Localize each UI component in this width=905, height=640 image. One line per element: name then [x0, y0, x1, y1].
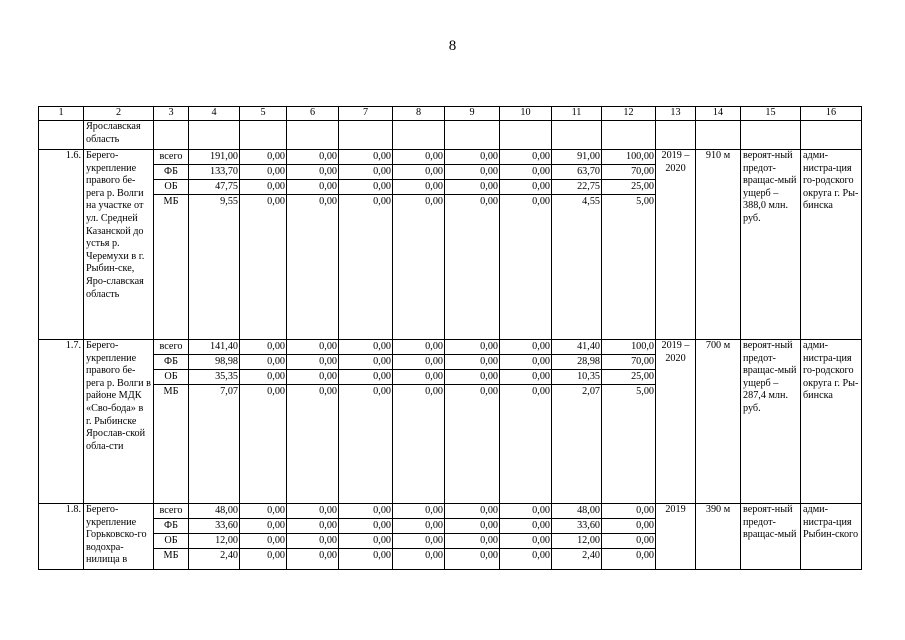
- amount-cell-12-value: 5,00: [636, 196, 654, 207]
- amount-cell-5-value: 0,00: [267, 386, 285, 397]
- amount-cell-9: [445, 340, 500, 504]
- amount-cell-11-value: 22,75: [552, 180, 601, 195]
- amount-cell-8-value: 0,00: [393, 504, 444, 519]
- amount-cell-6-value: 0,00: [319, 386, 337, 397]
- amount-cell-11-value: 4,55: [582, 196, 600, 207]
- amount-cell-5-value: 0,00: [240, 534, 286, 549]
- amount-cell-7-value: 0,00: [373, 386, 391, 397]
- amount-cell-10-value: 0,00: [532, 196, 550, 207]
- amount-cell-7-value: 0,00: [339, 165, 392, 180]
- funding-source-cell-value: ФБ: [154, 165, 188, 180]
- amount-cell-9-value: 0,00: [480, 550, 498, 561]
- header-cell: 16: [801, 107, 862, 121]
- amount-cell-12-value: 70,00: [602, 355, 655, 370]
- amount-cell-8: [393, 504, 445, 570]
- measure-row: [39, 150, 862, 340]
- amount-cell-8-value: 0,00: [393, 165, 444, 180]
- amount-cell-9-value: 0,00: [445, 504, 499, 519]
- header-cell: 9: [445, 107, 500, 121]
- funding-source-cell-value: ОБ: [154, 370, 188, 385]
- amount-cell-7-value: 0,00: [339, 370, 392, 385]
- amount-cell-5-value: 0,00: [240, 370, 286, 385]
- amount-cell-6-value: 0,00: [287, 504, 338, 519]
- amount-cell-5-value: 0,00: [240, 519, 286, 534]
- length-cell: 700 м: [696, 340, 741, 504]
- period-cell: 2019 – 2020: [656, 150, 696, 340]
- amount-cell-7: [339, 340, 393, 504]
- amount-cell-5: [240, 150, 287, 340]
- amount-cell-12-value: 0,00: [602, 504, 655, 519]
- amount-cell-11-value: 10,35: [552, 370, 601, 385]
- amount-cell-5-value: 0,00: [240, 504, 286, 519]
- funding-source-cell: [154, 504, 189, 570]
- amount-cell-5-value: 0,00: [240, 165, 286, 180]
- funding-source-cell-value: МБ: [163, 550, 179, 561]
- amount-cell-5-value: 0,00: [240, 180, 286, 195]
- amount-cell-8-value: 0,00: [425, 550, 443, 561]
- header-cell: 7: [339, 107, 393, 121]
- amount-cell-11-value: 28,98: [552, 355, 601, 370]
- amount-cell-7-value: 0,00: [339, 504, 392, 519]
- amount-cell-8-value: 0,00: [393, 355, 444, 370]
- funding-source-cell-value: МБ: [163, 386, 179, 397]
- amount-cell-11: [552, 150, 602, 340]
- amount-cell-11-value: 41,40: [552, 340, 601, 355]
- amount-cell-12: [602, 504, 656, 570]
- header-cell: 8: [393, 107, 445, 121]
- funding-source-cell-value: ОБ: [154, 534, 188, 549]
- measure-row: [39, 340, 862, 504]
- funding-source-cell-value: ФБ: [154, 519, 188, 534]
- amount-cell-10-value: 0,00: [500, 504, 551, 519]
- header-cell: 12: [602, 107, 656, 121]
- amount-cell-9-value: 0,00: [445, 534, 499, 549]
- amount-cell-4: [189, 340, 240, 504]
- amount-cell-4: [189, 150, 240, 340]
- header-cell: 6: [287, 107, 339, 121]
- funding-source-cell: [154, 340, 189, 504]
- amount-cell-10-value: 0,00: [532, 550, 550, 561]
- amount-cell-6-value: 0,00: [287, 165, 338, 180]
- amount-cell-10-value: 0,00: [500, 180, 551, 195]
- amount-cell-8-value: 0,00: [393, 340, 444, 355]
- amount-cell-12-value: 0,00: [602, 534, 655, 549]
- amount-cell-6-value: 0,00: [287, 534, 338, 549]
- amount-cell-6: [287, 340, 339, 504]
- amount-cell-4: [189, 504, 240, 570]
- funding-source-cell: [154, 150, 189, 340]
- amount-cell-10-value: 0,00: [500, 355, 551, 370]
- amount-cell-12-value: 100,0: [602, 340, 655, 355]
- header-cell: 13: [656, 107, 696, 121]
- amount-cell-4-value: 35,35: [189, 370, 239, 385]
- amount-cell-6-value: 0,00: [287, 519, 338, 534]
- amount-cell-9-value: 0,00: [445, 340, 499, 355]
- amount-cell-8-value: 0,00: [393, 370, 444, 385]
- executor-cell: адми-нистра-ция Рыбин-ского: [801, 504, 862, 570]
- measure-name-cell: Берего-укрепление правого бе-рега р. Волги на участке от ул. Средней Казанской до устья р. Черемухи в г. Рыбин-ске, Яро-славская область: [84, 150, 154, 340]
- measure-name-cell: Берего-укрепление Горьковско-го водохра-нилища в: [84, 504, 154, 570]
- amount-cell-5: [240, 340, 287, 504]
- amount-cell-4-value: 33,60: [189, 519, 239, 534]
- header-cell: 4: [189, 107, 240, 121]
- amount-cell-5-value: 0,00: [240, 355, 286, 370]
- amount-cell-5-value: 0,00: [240, 150, 286, 165]
- amount-cell-9-value: 0,00: [445, 519, 499, 534]
- header-cell: 2: [84, 107, 154, 121]
- damage-cell: вероят-ный предот-вращас-мый: [741, 504, 801, 570]
- amount-cell-9: [445, 150, 500, 340]
- amount-cell-5-value: 0,00: [267, 550, 285, 561]
- amount-cell-11: [552, 504, 602, 570]
- amount-cell-4-value: 48,00: [189, 504, 239, 519]
- amount-cell-4-value: 7,07: [220, 386, 238, 397]
- measure-row: [39, 504, 862, 570]
- amount-cell-7-value: 0,00: [339, 534, 392, 549]
- funding-source-cell-value: всего: [154, 504, 188, 519]
- amount-cell-6-value: 0,00: [287, 340, 338, 355]
- funding-source-cell-value: МБ: [163, 196, 179, 207]
- amount-cell-11-value: 2,40: [582, 550, 600, 561]
- amount-cell-11-value: 63,70: [552, 165, 601, 180]
- amount-cell-8-value: 0,00: [425, 196, 443, 207]
- header-row: [39, 107, 862, 121]
- header-cell: 3: [154, 107, 189, 121]
- header-cell: 14: [696, 107, 741, 121]
- funding-source-cell-value: всего: [154, 340, 188, 355]
- amount-cell-4-value: 141,40: [189, 340, 239, 355]
- amount-cell-4-value: 2,40: [220, 550, 238, 561]
- amount-cell-6-value: 0,00: [319, 550, 337, 561]
- amount-cell-10-value: 0,00: [500, 370, 551, 385]
- length-cell: 390 м: [696, 504, 741, 570]
- amount-cell-12-value: 25,00: [602, 180, 655, 195]
- amount-cell-10-value: 0,00: [500, 340, 551, 355]
- amount-cell-11: [552, 340, 602, 504]
- amount-cell-8-value: 0,00: [393, 180, 444, 195]
- amount-cell-11-value: 2,07: [582, 386, 600, 397]
- row-number-cell: 1.8.: [39, 504, 84, 570]
- amount-cell-4-value: 133,70: [189, 165, 239, 180]
- amount-cell-5: [240, 504, 287, 570]
- amount-cell-11-value: 48,00: [552, 504, 601, 519]
- amount-cell-7-value: 0,00: [339, 150, 392, 165]
- amount-cell-7-value: 0,00: [339, 355, 392, 370]
- amount-cell-12: [602, 340, 656, 504]
- amount-cell-9-value: 0,00: [445, 370, 499, 385]
- amount-cell-10-value: 0,00: [500, 519, 551, 534]
- amount-cell-9: [445, 504, 500, 570]
- amount-cell-11-value: 12,00: [552, 534, 601, 549]
- amount-cell-9-value: 0,00: [445, 180, 499, 195]
- funding-source-cell-value: всего: [154, 150, 188, 165]
- amount-cell-4-value: 47,75: [189, 180, 239, 195]
- amount-cell-7-value: 0,00: [339, 340, 392, 355]
- page-number: 8: [448, 38, 457, 54]
- amount-cell-8-value: 0,00: [393, 150, 444, 165]
- executor-cell: адми-нистра-ция го-родского округа г. Ры-бинска: [801, 340, 862, 504]
- header-cell: 5: [240, 107, 287, 121]
- amount-cell-6: [287, 150, 339, 340]
- amount-cell-8: [393, 150, 445, 340]
- amount-cell-7-value: 0,00: [373, 550, 391, 561]
- amount-cell-5-value: 0,00: [267, 196, 285, 207]
- amount-cell-9-value: 0,00: [445, 165, 499, 180]
- period-cell: 2019 – 2020: [656, 340, 696, 504]
- amount-cell-6-value: 0,00: [287, 355, 338, 370]
- amount-cell-10-value: 0,00: [532, 386, 550, 397]
- row-number-cell: 1.6.: [39, 150, 84, 340]
- amount-cell-4-value: 191,00: [189, 150, 239, 165]
- amount-cell-9-value: 0,00: [445, 150, 499, 165]
- amount-cell-7: [339, 150, 393, 340]
- amount-cell-8-value: 0,00: [393, 534, 444, 549]
- header-cell: 1: [39, 107, 84, 121]
- executor-cell: адми-нистра-ция го-родского округа г. Ры-бинска: [801, 150, 862, 340]
- amount-cell-6-value: 0,00: [287, 180, 338, 195]
- amount-cell-12-value: 0,00: [602, 519, 655, 534]
- damage-cell: вероят-ный предот-вращас-мый ущерб – 388,0 млн. руб.: [741, 150, 801, 340]
- funding-source-cell-value: ОБ: [154, 180, 188, 195]
- amount-cell-6-value: 0,00: [287, 150, 338, 165]
- amount-cell-6-value: 0,00: [319, 196, 337, 207]
- amount-cell-10: [500, 340, 552, 504]
- damage-cell: вероят-ный предот-вращас-мый ущерб – 287,4 млн. руб.: [741, 340, 801, 504]
- amount-cell-9-value: 0,00: [480, 386, 498, 397]
- amount-cell-6-value: 0,00: [287, 370, 338, 385]
- amount-cell-7-value: 0,00: [339, 519, 392, 534]
- amount-cell-12-value: 25,00: [602, 370, 655, 385]
- program-table: [38, 106, 862, 570]
- header-cell: 15: [741, 107, 801, 121]
- amount-cell-12-value: 0,00: [636, 550, 654, 561]
- amount-cell-5-value: 0,00: [240, 340, 286, 355]
- amount-cell-12-value: 100,00: [602, 150, 655, 165]
- header-cell: 11: [552, 107, 602, 121]
- amount-cell-10-value: 0,00: [500, 534, 551, 549]
- amount-cell-12-value: 70,00: [602, 165, 655, 180]
- continued-name-cell: Ярославская область: [84, 121, 154, 150]
- amount-cell-12: [602, 150, 656, 340]
- amount-cell-8: [393, 340, 445, 504]
- amount-cell-10: [500, 150, 552, 340]
- amount-cell-10-value: 0,00: [500, 165, 551, 180]
- amount-cell-4-value: 12,00: [189, 534, 239, 549]
- amount-cell-10-value: 0,00: [500, 150, 551, 165]
- length-cell: 910 м: [696, 150, 741, 340]
- amount-cell-7-value: 0,00: [373, 196, 391, 207]
- amount-cell-12-value: 5,00: [636, 386, 654, 397]
- amount-cell-6: [287, 504, 339, 570]
- amount-cell-11-value: 91,00: [552, 150, 601, 165]
- measure-name-cell: Берего-укрепление правого бе-рега р. Волги в районе МДК «Сво-бода» в г. Рыбинске Ярослав-ской обла-сти: [84, 340, 154, 504]
- amount-cell-8-value: 0,00: [393, 519, 444, 534]
- amount-cell-8-value: 0,00: [425, 386, 443, 397]
- period-cell: 2019: [656, 504, 696, 570]
- amount-cell-4-value: 98,98: [189, 355, 239, 370]
- amount-cell-11-value: 33,60: [552, 519, 601, 534]
- amount-cell-7-value: 0,00: [339, 180, 392, 195]
- continuation-row: [39, 121, 862, 150]
- amount-cell-10: [500, 504, 552, 570]
- amount-cell-9-value: 0,00: [480, 196, 498, 207]
- header-cell: 10: [500, 107, 552, 121]
- amount-cell-9-value: 0,00: [445, 355, 499, 370]
- amount-cell-4-value: 9,55: [220, 196, 238, 207]
- row-number-cell: 1.7.: [39, 340, 84, 504]
- amount-cell-7: [339, 504, 393, 570]
- funding-source-cell-value: ФБ: [154, 355, 188, 370]
